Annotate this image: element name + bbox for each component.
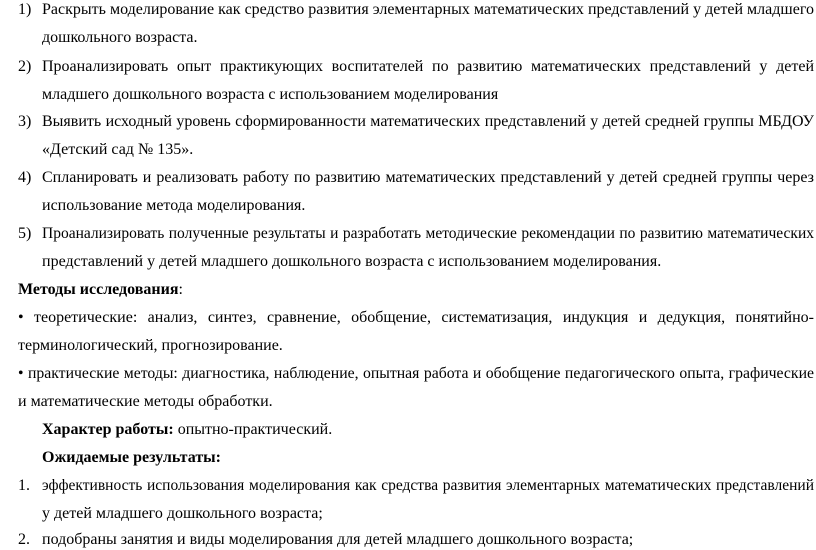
goal-4-line-2: использование метода моделирования. [42,197,306,214]
goal-1-line-2: дошкольного возраста. [42,29,198,46]
goal-3-line-1 [42,112,814,132]
expected-item-2-number: 2. [18,531,30,548]
goal-2-number: 2) [18,58,32,75]
theoretical-methods-line-2: терминологический, прогнозирование. [18,337,283,354]
goal-1-text: Раскрыть моделирование как средство развития элементарных математических представлений у детей младшего [42,1,814,18]
goal-5-text: Проанализировать полученные результаты и разработать методические рекомендации по развитию математических [42,225,814,242]
expected-item-1-line-1 [42,476,814,496]
goal-1-number: 1) [18,1,32,18]
goal-4-number: 4) [18,169,32,186]
goal-3-number: 3) [18,113,32,130]
work-character-value: опытно-практический. [173,421,333,438]
expected-item-1-number: 1. [18,477,30,494]
goal-4-line-1 [42,168,814,188]
theoretical-methods-text: • теоретические: анализ, синтез, сравнение, обобщение, систематизация, индукция и дедукция, понятийно- [18,309,814,326]
expected-item-2-text: подобраны занятия и виды моделирования для детей младшего дошкольного возраста; [42,531,634,548]
practical-methods-line-2: и математические методы обработки. [18,393,273,410]
expected-item-1-line-2: у детей младшего дошкольного возраста; [42,505,323,522]
expected-item-1-text: эффективность использования моделирования как средства развития элементарных математических представлений [42,477,814,494]
goal-2-line-2: младшего дошкольного возраста с использованием моделирования [42,86,499,103]
expected-results-heading: Ожидаемые результаты: [42,449,221,466]
goal-3-line-2: «Детский сад № 135». [42,141,194,158]
goal-5-line-2: представлений у детей младшего дошкольного возраста с использованием моделирования. [42,253,662,270]
goal-1-line-1 [42,0,814,20]
practical-methods-text: • практические методы: диагностика, наблюдение, опытная работа и обобщение педагогического опыта, графические [18,365,814,382]
goal-5-line-1 [42,224,814,244]
goal-3-text: Выявить исходный уровень сформированности математических представлений у детей средней группы МБДОУ [42,113,814,130]
theoretical-methods-line-1 [18,308,814,328]
practical-methods-line-1 [18,364,814,384]
goal-2-line-1 [42,57,814,77]
work-character [42,420,332,440]
goal-5-number: 5) [18,225,32,242]
methods-heading-colon: : [178,281,183,298]
goal-2-text: Проанализировать опыт практикующих воспитателей по развитию математических представлений у детей [42,58,814,75]
work-character-label: Характер работы: [42,421,174,438]
goal-4-text: Спланировать и реализовать работу по развитию математических представлений у детей средней группы через [42,169,814,186]
methods-heading [18,280,183,300]
methods-heading-label: Методы исследования [18,281,179,298]
